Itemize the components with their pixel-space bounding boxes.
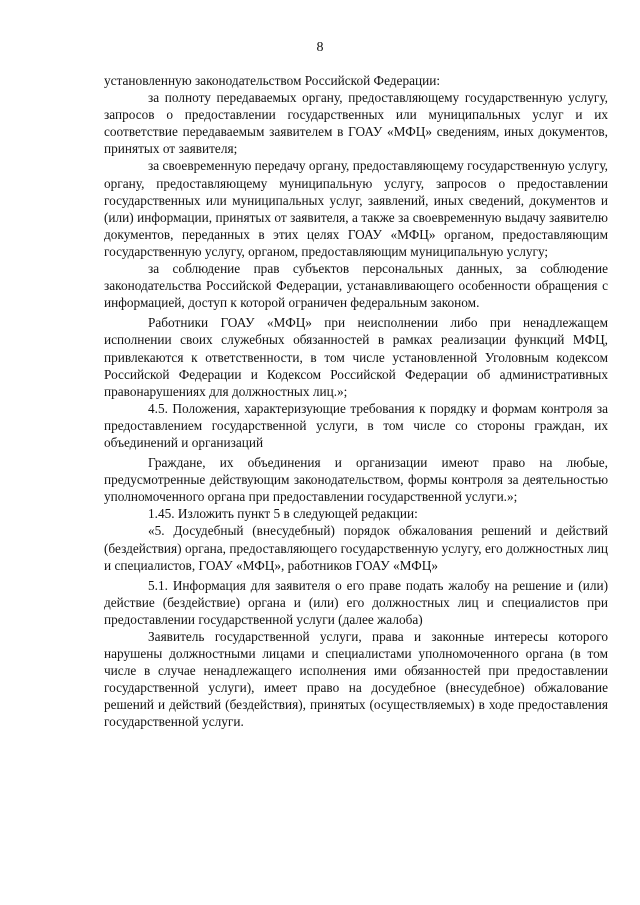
section-heading-5-1: 5.1. Информация для заявителя о его праве подать жалобу на решение и (или) действие (бездействие) органа и (или) его должностных лиц и специалистов при предоставлении государственной услуги (далее жалоба): [104, 577, 608, 627]
paragraph-employees-liability: Работники ГОАУ «МФЦ» при неисполнении либо при ненадлежащем исполнении своих служебных обязанностей в рамках реализации функций МФЦ, привлекаются к ответственности, в том числе установленной Уголовным кодексом Российской Федерации и Кодексом Российской Федерации об административных правонарушениях для должностных лиц.»;: [104, 315, 608, 399]
paragraph-continuation: установленную законодательством Российской Федерации:: [104, 73, 441, 88]
paragraph-personal-data-responsibility: за соблюдение прав субъектов персональных данных, за соблюдение законодательства Российской Федерации, устанавливающего особенности обращения с информацией, доступ к которой ограничен федеральным законом.: [104, 261, 608, 311]
paragraph-timely-transfer-responsibility: за своевременную передачу органу, предоставляющему государственную услугу, органу, предоставляющему муниципальную услугу, запросов о предоставлении государственных или муниципальных услуг, заявлений, иных сведений, документов и (или) информации, принятых от заявителя, а также за своевременную выдачу заявителю документов, переданных в этих целях ГОАУ «МФЦ» органом, предоставляющим государственную услугу, органом, предоставляющим муниципальную услугу;: [104, 158, 608, 259]
section-heading-5: «5. Досудебный (внесудебный) порядок обжалования решений и действий (бездействия) органа, предоставляющего государственную услугу, его должностных лиц и специалистов, ГОАУ «МФЦ», работников ГОАУ «МФЦ»: [104, 523, 608, 573]
paragraph-amendment-1-45: 1.45. Изложить пункт 5 в следующей редакции:: [148, 506, 418, 522]
page-number: 8: [316, 40, 324, 55]
paragraph-completeness-responsibility: за полноту передаваемых органу, предоставляющему государственную услугу, запросов о предоставлении государственных или муниципальных услуг и их соответствие передаваемым заявителем в ГОАУ «МФЦ» сведениям, иных документов, принятых от заявителя;: [104, 90, 608, 157]
paragraph-citizens-control: Граждане, их объединения и организации имеют право на любые, предусмотренные действующим законодательством, формы контроля за деятельностью уполномоченного органа при предоставлении государственной услуги.»;: [104, 455, 608, 505]
document-body: [104, 72, 608, 731]
paragraph-applicant-rights: Заявитель государственной услуги, права и законные интересы которого нарушены должностными лицами и специалистами уполномоченного органа (в том числе в случае ненадлежащего исполнения ими обязанностей при предоставлении государственной услуги), имеет право на досудебное (внесудебное) обжалование решений и действий (бездействия), принятых (осуществляемых) в ходе предоставления государственной услуги.: [104, 629, 608, 730]
section-heading-4-5: 4.5. Положения, характеризующие требования к порядку и формам контроля за предоставлением государственной услуги, в том числе со стороны граждан, их объединений и организаций: [104, 400, 608, 450]
